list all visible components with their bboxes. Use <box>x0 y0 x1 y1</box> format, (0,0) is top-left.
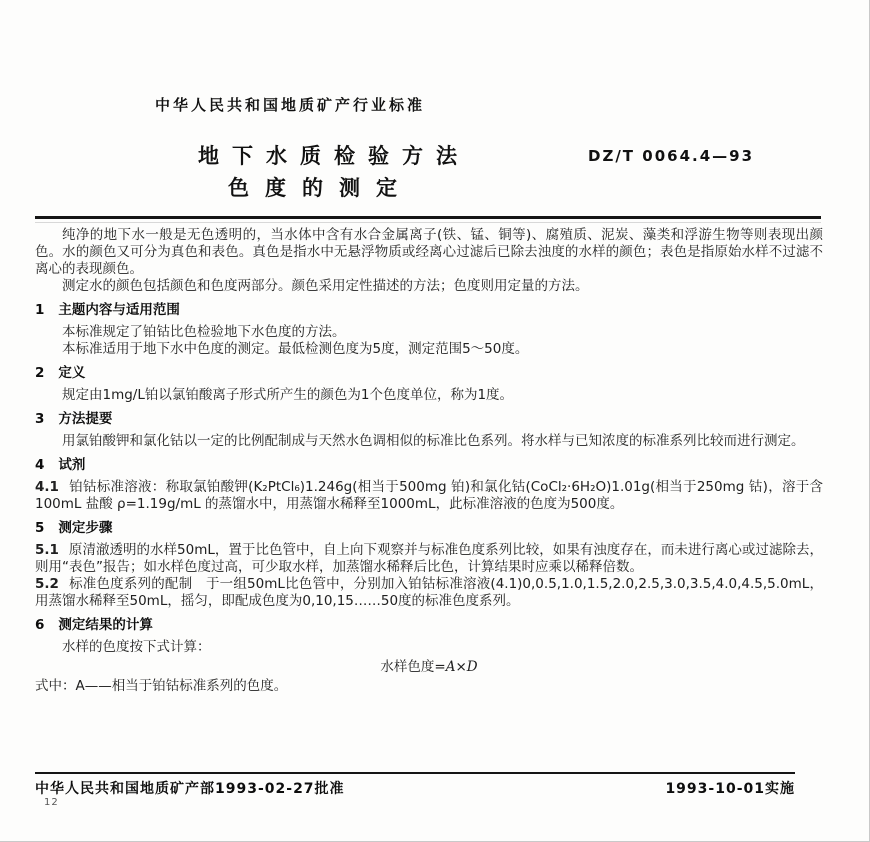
section-1-paragraph-2: 本标准适用于地下水中色度的测定。最低检测色度为5度，测定范围5～50度。 <box>62 341 529 357</box>
section-number: 2 <box>35 365 45 381</box>
section-title: 测定步骤 <box>58 520 113 536</box>
section-5-clause-5-2 <box>35 576 823 610</box>
effective-date: 1993-10-01实施 <box>665 781 795 797</box>
formula-variable-d: D <box>466 659 478 675</box>
document-body <box>35 227 823 695</box>
page-number: 12 <box>44 797 59 808</box>
section-title: 主题内容与适用范围 <box>58 302 180 318</box>
section-2-paragraph-1: 规定由1mg/L铂以氯铂酸离子形式所产生的颜色为1个色度单位，称为1度。 <box>62 387 514 403</box>
section-3-paragraph-1: 用氯铂酸钾和氯化钴以一定的比例配制成与天然水色调相似的标准比色系列。将水样与已知浓度的标准系列比较而进行测定。 <box>62 433 805 449</box>
section-title: 定义 <box>58 365 86 381</box>
approval-statement: 中华人民共和国地质矿产部1993-02-27批准 <box>35 781 345 797</box>
section-4-clause-4-1 <box>35 479 823 513</box>
standard-class-title: 中华人民共和国地质矿产行业标准 <box>155 96 426 114</box>
section-5-clause-5-1 <box>35 542 823 576</box>
document-title-line1: 地下水质检验方法 <box>198 144 470 168</box>
section-4-heading <box>35 457 823 474</box>
clause-text: 原清澈透明的水样50mL，置于比色管中，自上向下观察并与标准色度系列比较，如果有浊度存在，而未进行离心或过滤除去，则用“表色”报告；如水样色度过高，可少取水样，加蒸馏水稀释后比色，计算结果时应乘以稀释倍数。 <box>35 542 823 575</box>
section-3-heading <box>35 411 823 428</box>
clause-number: 5.1 <box>35 542 59 558</box>
formula-variable-a: A <box>445 659 456 675</box>
clause-text: 铂钴标准溶液：称取氯铂酸钾(K₂PtCl₆)1.246g(相当于500mg 铂)和氯化钴(CoCl₂·6H₂O)1.01g(相当于250mg 钴)，溶于含100mL 盐酸 ρ=1.19g/mL 的蒸馏水中，用蒸馏水稀释至1000mL，此标准溶液的色度为500度。 <box>35 479 823 512</box>
section-number: 6 <box>35 617 45 633</box>
section-number: 3 <box>35 411 45 427</box>
formula-note: 式中：A——相当于铂钴标准系列的色度。 <box>35 678 288 694</box>
section-6-heading <box>35 617 823 634</box>
footer <box>35 778 795 798</box>
formula-times-sign: × <box>455 659 467 675</box>
section-number: 4 <box>35 457 45 473</box>
section-title: 试剂 <box>58 457 86 473</box>
intro-paragraph-2: 测定水的颜色包括颜色和色度两部分。颜色采用定性描述的方法；色度则用定量的方法。 <box>62 278 589 294</box>
section-5-heading <box>35 520 823 537</box>
document-title-line2: 色度的测定 <box>228 176 413 200</box>
section-title: 方法提要 <box>58 411 113 427</box>
clause-number: 5.2 <box>35 576 59 592</box>
intro-paragraph-1: 纯净的地下水一般是无色透明的，当水体中含有水合金属离子(铁、锰、铜等)、腐殖质、泥炭、藻类和浮游生物等则表现出颜色。水的颜色又可分为真色和表色。真色是指水中无悬浮物质或经离心过滤后已除去浊度的水样的颜色；表色是指原始水样不过滤不离心的表现颜色。 <box>35 227 823 277</box>
section-number: 1 <box>35 302 45 318</box>
clause-number: 4.1 <box>35 479 59 495</box>
section-1-paragraph-1: 本标准规定了铂钴比色检验地下水色度的方法。 <box>62 324 346 340</box>
color-formula <box>35 658 823 677</box>
section-6-paragraph-1: 水样的色度按下式计算： <box>62 639 211 655</box>
clause-text: 标准色度系列的配制 于一组50mL比色管中，分别加入铂钴标准溶液(4.1)0,0.5,1.0,1.5,2.0,2.5,3.0,3.5,4.0,4.5,5.0mL，用蒸馏水稀释至50mL，摇匀，即配成色度为0,10,15……50度的标准色度系列。 <box>35 576 823 609</box>
section-title: 测定结果的计算 <box>58 617 153 633</box>
section-2-heading <box>35 365 823 382</box>
standard-number: DZ/T 0064.4—93 <box>588 147 755 165</box>
footer-divider <box>35 772 795 774</box>
formula-lhs: 水样色度= <box>380 659 446 675</box>
section-1-heading <box>35 302 823 319</box>
header-divider <box>35 216 821 219</box>
section-number: 5 <box>35 520 45 536</box>
